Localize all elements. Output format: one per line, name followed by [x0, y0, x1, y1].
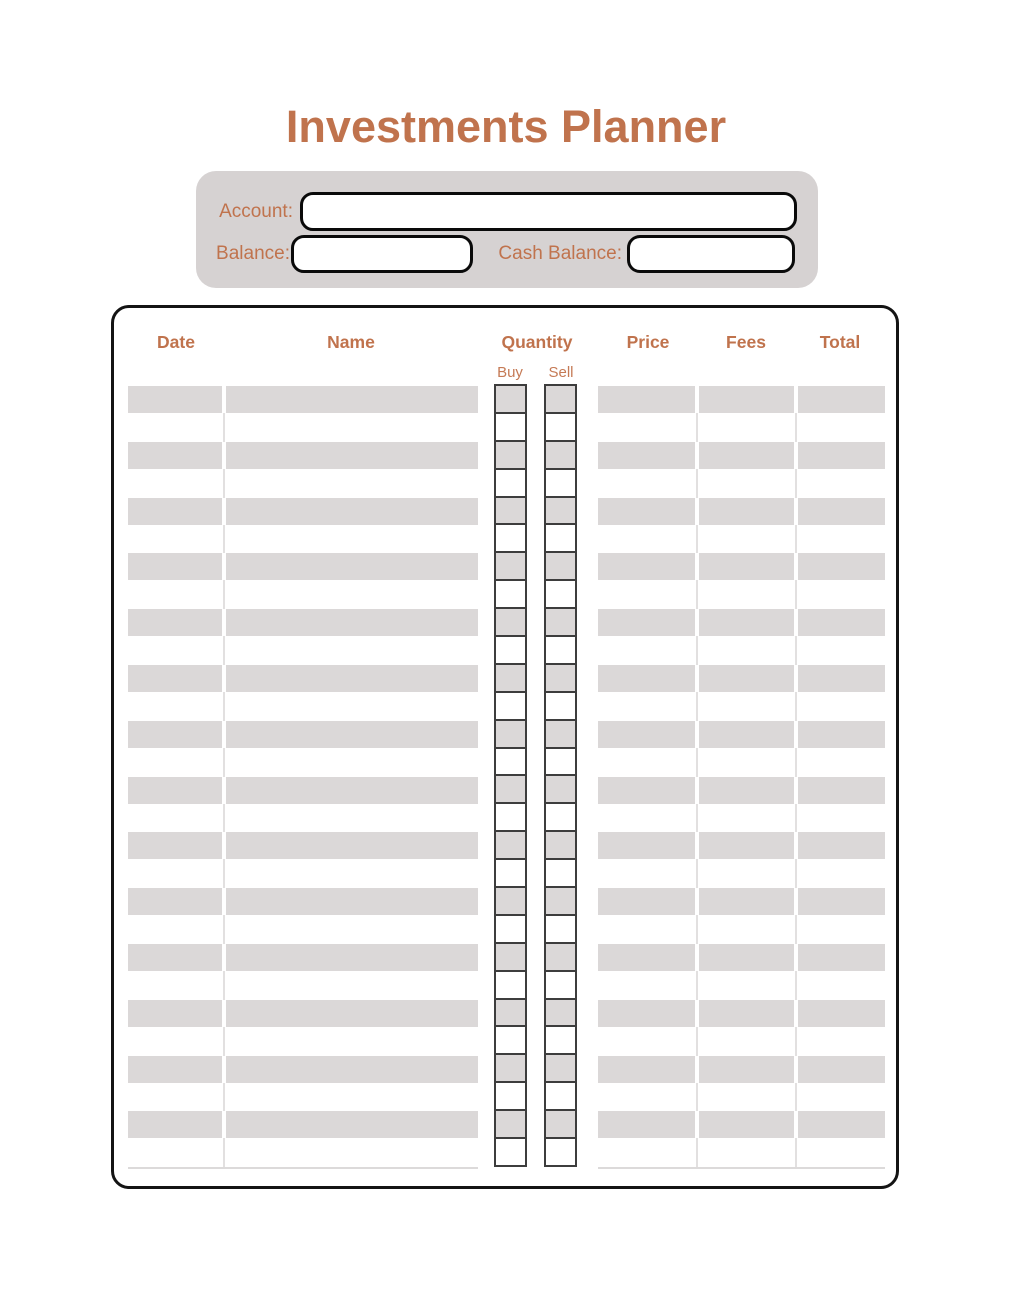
price-cell[interactable] [598, 916, 695, 943]
sell-checkbox[interactable] [546, 551, 575, 579]
buy-checkbox[interactable] [496, 468, 525, 496]
fees-cell[interactable] [699, 972, 794, 999]
date-cell[interactable] [128, 414, 222, 441]
fees-cell[interactable] [699, 860, 794, 887]
account-label: Account: [219, 201, 293, 222]
name-cell[interactable] [226, 526, 478, 553]
price-cell[interactable] [598, 414, 695, 441]
date-cell[interactable] [128, 553, 222, 580]
sell-checkbox[interactable] [546, 719, 575, 747]
buy-checkbox[interactable] [496, 579, 525, 607]
date-cell[interactable] [128, 665, 222, 692]
date-cell[interactable] [128, 749, 222, 776]
fees-cell[interactable] [699, 665, 794, 692]
column-header-fees: Fees [726, 332, 766, 352]
total-cell[interactable] [798, 972, 885, 999]
buy-checkbox[interactable] [496, 886, 525, 914]
total-cell[interactable] [798, 581, 885, 608]
date-cell[interactable] [128, 860, 222, 887]
date-cell[interactable] [128, 944, 222, 971]
fees-cell[interactable] [699, 609, 794, 636]
page-title: Investments Planner [285, 101, 727, 152]
sell-checkbox[interactable] [546, 886, 575, 914]
price-cell[interactable] [598, 1028, 695, 1055]
fees-cell[interactable] [699, 749, 794, 776]
name-cell[interactable] [226, 888, 478, 915]
date-cell[interactable] [128, 609, 222, 636]
sell-checkbox[interactable] [546, 970, 575, 998]
price-cell[interactable] [598, 553, 695, 580]
column-header-name: Name [327, 332, 375, 352]
name-cell[interactable] [226, 832, 478, 859]
buy-checkbox[interactable] [496, 663, 525, 691]
sell-checkbox[interactable] [546, 523, 575, 551]
total-cell[interactable] [798, 526, 885, 553]
name-cell[interactable] [226, 777, 478, 804]
fees-cell[interactable] [699, 498, 794, 525]
buy-checkbox[interactable] [496, 719, 525, 747]
sell-checkbox[interactable] [546, 747, 575, 775]
sell-checkbox[interactable] [546, 440, 575, 468]
date-cell[interactable] [128, 526, 222, 553]
total-cell[interactable] [798, 553, 885, 580]
fees-cell[interactable] [699, 1139, 794, 1166]
balance-label: Balance: [216, 243, 290, 264]
buy-checkbox[interactable] [496, 635, 525, 663]
name-cell[interactable] [226, 972, 478, 999]
sell-checkbox[interactable] [546, 830, 575, 858]
subcolumn-header-sell: Sell [548, 364, 574, 381]
buy-checkbox[interactable] [496, 440, 525, 468]
buy-checkbox[interactable] [496, 970, 525, 998]
date-cell[interactable] [128, 637, 222, 664]
price-cell[interactable] [598, 749, 695, 776]
price-cell[interactable] [598, 442, 695, 469]
price-cell[interactable] [598, 386, 695, 413]
price-cell[interactable] [598, 1056, 695, 1083]
sell-checkbox[interactable] [546, 802, 575, 830]
column-header-price: Price [626, 332, 670, 352]
date-cell[interactable] [128, 972, 222, 999]
price-cell[interactable] [598, 1084, 695, 1111]
name-cell[interactable] [226, 637, 478, 664]
name-cell[interactable] [226, 414, 478, 441]
date-cell[interactable] [128, 777, 222, 804]
buy-checkbox[interactable] [496, 496, 525, 524]
date-cell[interactable] [128, 581, 222, 608]
total-cell[interactable] [798, 805, 885, 832]
sell-checkbox[interactable] [546, 579, 575, 607]
name-cell[interactable] [226, 386, 478, 413]
price-cell[interactable] [598, 609, 695, 636]
account-input[interactable] [300, 192, 797, 231]
fees-cell[interactable] [699, 777, 794, 804]
fees-cell[interactable] [699, 1084, 794, 1111]
name-cell[interactable] [226, 749, 478, 776]
date-cell[interactable] [128, 1000, 222, 1027]
sell-checkbox[interactable] [546, 774, 575, 802]
total-cell[interactable] [798, 832, 885, 859]
buy-checkbox[interactable] [496, 914, 525, 942]
total-cell[interactable] [798, 1056, 885, 1083]
total-cell[interactable] [798, 777, 885, 804]
buy-checkbox[interactable] [496, 1053, 525, 1081]
fees-cell[interactable] [699, 414, 794, 441]
total-cell[interactable] [798, 1000, 885, 1027]
buy-checkbox[interactable] [496, 858, 525, 886]
price-cell[interactable] [598, 526, 695, 553]
total-cell[interactable] [798, 1028, 885, 1055]
sell-checkbox[interactable] [546, 914, 575, 942]
fees-cell[interactable] [699, 888, 794, 915]
price-cell[interactable] [598, 581, 695, 608]
buy-checkbox[interactable] [496, 1109, 525, 1137]
total-cell[interactable] [798, 749, 885, 776]
price-cell[interactable] [598, 888, 695, 915]
sell-checkbox[interactable] [546, 635, 575, 663]
total-cell[interactable] [798, 888, 885, 915]
name-cell[interactable] [226, 1139, 478, 1166]
total-cell[interactable] [798, 1084, 885, 1111]
balance-input[interactable] [291, 235, 473, 273]
price-cell[interactable] [598, 721, 695, 748]
name-cell[interactable] [226, 1084, 478, 1111]
fees-cell[interactable] [699, 470, 794, 497]
buy-checkbox[interactable] [496, 747, 525, 775]
fees-cell[interactable] [699, 386, 794, 413]
sell-checkbox[interactable] [546, 496, 575, 524]
buy-checkbox[interactable] [496, 523, 525, 551]
sell-checkbox[interactable] [546, 1081, 575, 1109]
fees-cell[interactable] [699, 1111, 794, 1138]
column-header-quantity: Quantity [501, 332, 573, 352]
sell-checkbox[interactable] [546, 384, 575, 412]
fees-cell[interactable] [699, 581, 794, 608]
date-cell[interactable] [128, 498, 222, 525]
name-cell[interactable] [226, 498, 478, 525]
buy-checkbox[interactable] [496, 412, 525, 440]
sell-checkbox[interactable] [546, 412, 575, 440]
name-cell[interactable] [226, 1111, 478, 1138]
name-cell[interactable] [226, 944, 478, 971]
total-cell[interactable] [798, 1139, 885, 1166]
total-cell[interactable] [798, 860, 885, 887]
name-cell[interactable] [226, 916, 478, 943]
buy-checkbox[interactable] [496, 942, 525, 970]
sell-checkbox[interactable] [546, 858, 575, 886]
price-cell[interactable] [598, 944, 695, 971]
fees-cell[interactable] [699, 526, 794, 553]
date-cell[interactable] [128, 1056, 222, 1083]
total-cell[interactable] [798, 609, 885, 636]
fees-cell[interactable] [699, 944, 794, 971]
date-cell[interactable] [128, 805, 222, 832]
name-cell[interactable] [226, 805, 478, 832]
price-cell[interactable] [598, 665, 695, 692]
date-cell[interactable] [128, 916, 222, 943]
buy-checkbox[interactable] [496, 384, 525, 412]
total-cell[interactable] [798, 470, 885, 497]
total-cell[interactable] [798, 665, 885, 692]
sell-checkbox[interactable] [546, 1025, 575, 1053]
fees-cell[interactable] [699, 553, 794, 580]
date-cell[interactable] [128, 1028, 222, 1055]
buy-checkbox[interactable] [496, 774, 525, 802]
price-cell[interactable] [598, 972, 695, 999]
fees-cell[interactable] [699, 916, 794, 943]
name-cell[interactable] [226, 693, 478, 720]
price-cell[interactable] [598, 470, 695, 497]
fees-cell[interactable] [699, 442, 794, 469]
date-cell[interactable] [128, 386, 222, 413]
sell-checkbox[interactable] [546, 663, 575, 691]
fees-cell[interactable] [699, 637, 794, 664]
subcolumn-header-buy: Buy [497, 364, 523, 381]
sell-checkbox[interactable] [546, 942, 575, 970]
sell-checkbox[interactable] [546, 1137, 575, 1165]
price-cell[interactable] [598, 1000, 695, 1027]
column-header-date: Date [157, 332, 195, 352]
investments-table [111, 305, 899, 1189]
total-cell[interactable] [798, 386, 885, 413]
date-cell[interactable] [128, 832, 222, 859]
price-cell[interactable] [598, 832, 695, 859]
buy-checkbox[interactable] [496, 1137, 525, 1165]
fees-cell[interactable] [699, 1056, 794, 1083]
total-cell[interactable] [798, 944, 885, 971]
price-cell[interactable] [598, 1139, 695, 1166]
date-cell[interactable] [128, 442, 222, 469]
price-cell[interactable] [598, 1111, 695, 1138]
sell-checkbox-column [544, 384, 577, 1167]
date-cell[interactable] [128, 470, 222, 497]
total-cell[interactable] [798, 637, 885, 664]
buy-checkbox-column [494, 384, 527, 1167]
buy-checkbox[interactable] [496, 691, 525, 719]
fees-cell[interactable] [699, 805, 794, 832]
date-cell[interactable] [128, 1111, 222, 1138]
total-cell[interactable] [798, 414, 885, 441]
total-cell[interactable] [798, 1111, 885, 1138]
total-cell[interactable] [798, 693, 885, 720]
sell-checkbox[interactable] [546, 691, 575, 719]
price-cell[interactable] [598, 693, 695, 720]
name-cell[interactable] [226, 1028, 478, 1055]
price-cell[interactable] [598, 498, 695, 525]
name-cell[interactable] [226, 581, 478, 608]
total-cell[interactable] [798, 442, 885, 469]
name-cell[interactable] [226, 553, 478, 580]
buy-checkbox[interactable] [496, 1025, 525, 1053]
sell-checkbox[interactable] [546, 607, 575, 635]
buy-checkbox[interactable] [496, 551, 525, 579]
price-cell[interactable] [598, 860, 695, 887]
table-bottom-line-right [598, 1167, 885, 1169]
column-header-total: Total [819, 332, 861, 352]
fees-cell[interactable] [699, 1028, 794, 1055]
name-cell[interactable] [226, 665, 478, 692]
name-cell[interactable] [226, 721, 478, 748]
buy-checkbox[interactable] [496, 998, 525, 1026]
account-panel [196, 171, 818, 288]
fees-cell[interactable] [699, 721, 794, 748]
name-cell[interactable] [226, 1056, 478, 1083]
price-cell[interactable] [598, 637, 695, 664]
name-cell[interactable] [226, 860, 478, 887]
buy-checkbox[interactable] [496, 607, 525, 635]
fees-cell[interactable] [699, 693, 794, 720]
date-cell[interactable] [128, 888, 222, 915]
date-cell[interactable] [128, 693, 222, 720]
fees-cell[interactable] [699, 1000, 794, 1027]
date-cell[interactable] [128, 721, 222, 748]
price-cell[interactable] [598, 777, 695, 804]
buy-checkbox[interactable] [496, 1081, 525, 1109]
date-cell[interactable] [128, 1139, 222, 1166]
buy-checkbox[interactable] [496, 802, 525, 830]
price-cell[interactable] [598, 805, 695, 832]
total-cell[interactable] [798, 916, 885, 943]
total-cell[interactable] [798, 498, 885, 525]
sell-checkbox[interactable] [546, 998, 575, 1026]
fees-cell[interactable] [699, 832, 794, 859]
buy-checkbox[interactable] [496, 830, 525, 858]
date-cell[interactable] [128, 1084, 222, 1111]
sell-checkbox[interactable] [546, 1109, 575, 1137]
cash-balance-label: Cash Balance: [498, 243, 622, 264]
sell-checkbox[interactable] [546, 468, 575, 496]
name-cell[interactable] [226, 442, 478, 469]
name-cell[interactable] [226, 470, 478, 497]
name-cell[interactable] [226, 609, 478, 636]
total-cell[interactable] [798, 721, 885, 748]
table-bottom-line-left [128, 1167, 478, 1169]
name-cell[interactable] [226, 1000, 478, 1027]
sell-checkbox[interactable] [546, 1053, 575, 1081]
cash-balance-input[interactable] [627, 235, 795, 273]
